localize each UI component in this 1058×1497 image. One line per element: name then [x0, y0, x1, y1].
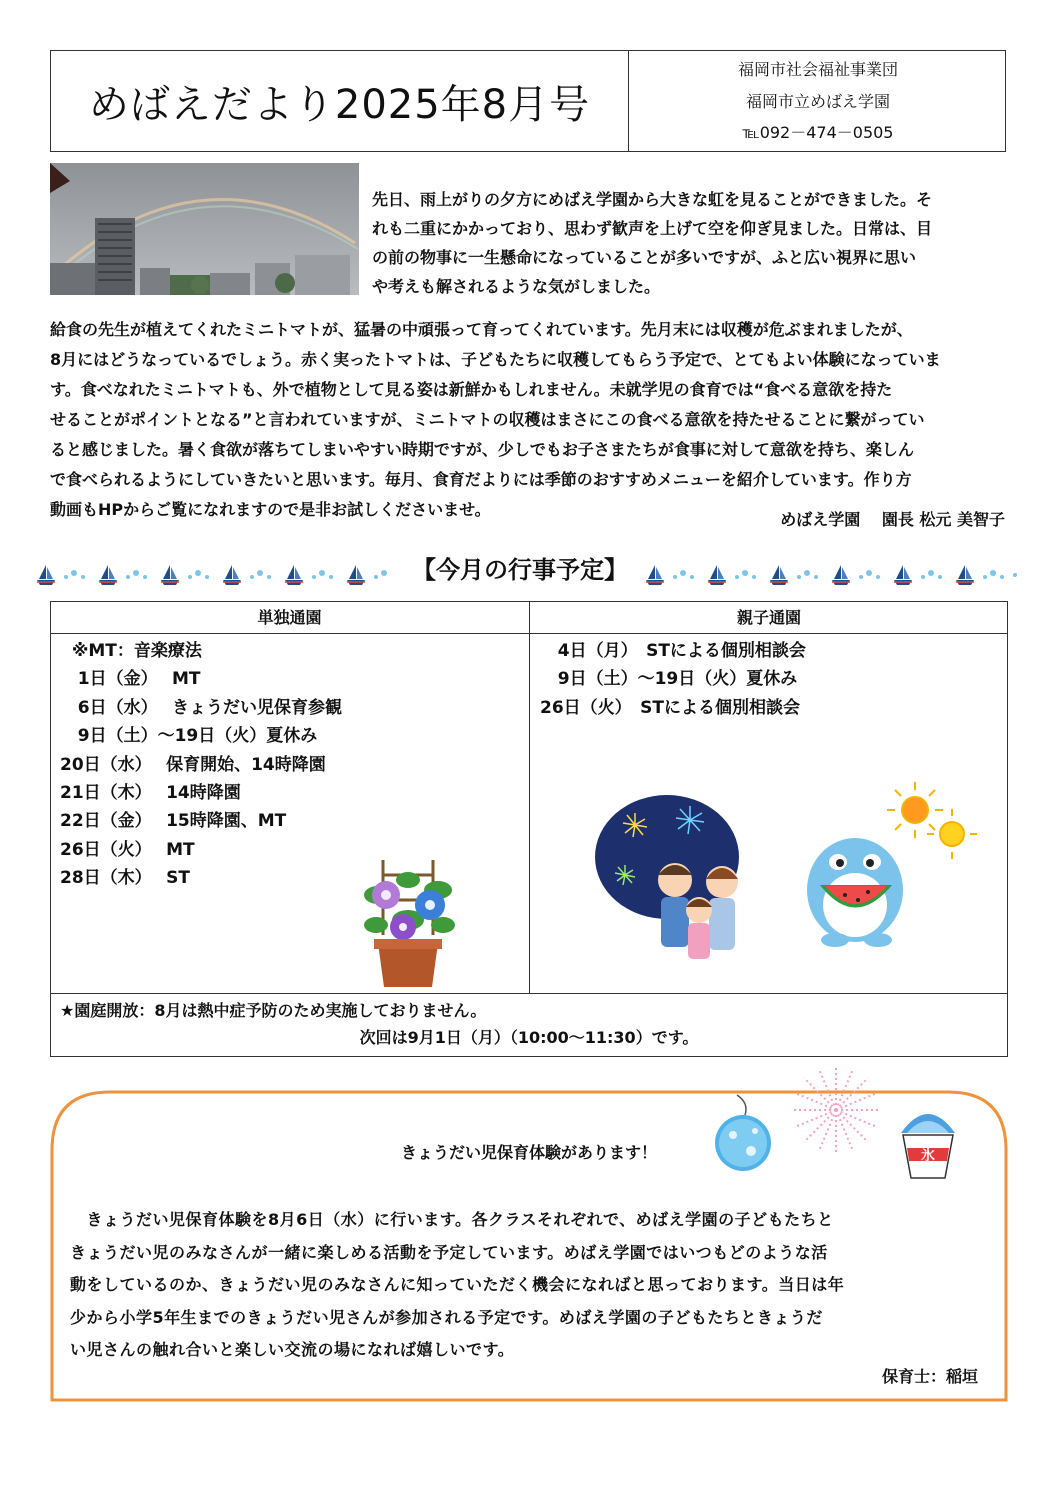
event-item: 6日（水） きょうだい児保育参観	[60, 697, 343, 718]
penguin-watermelon-illustration	[800, 780, 980, 954]
rainbow-photo	[50, 163, 359, 295]
intro-line: や考えも解されるような気がしました。	[372, 277, 661, 296]
garden-open-note: ★園庭開放：8月は熱中症予防のため実施しておりません。	[60, 1001, 487, 1020]
intro-line: 8月にはどうなっているでしょう。赤く実ったトマトは、子どもたちに収穫してもらう予定で、とてもよい体験になっていま	[50, 350, 941, 369]
table-divider	[50, 993, 1008, 994]
parent-child-events-list	[540, 637, 806, 722]
org-line-1: 福岡市社会福祉事業団	[737, 60, 898, 79]
event-item: 26日（火） MT	[60, 839, 195, 860]
event-item: 9日（土）～19日（火）夏休み	[540, 669, 798, 690]
header-divider	[628, 50, 629, 152]
body-line: い児さんの触れ合いと楽しい交流の場になれば嬉しいです。	[70, 1340, 515, 1359]
intro-line: 給食の先生が植えてくれたミニトマトが、猛暑の中頑張って育ってくれています。先月末には収穫が危ぶまれましたが、	[50, 320, 913, 339]
body-line: 動をしているのか、きょうだい児のみなさんに知っていただく機会になればと思っております。当日は年	[70, 1275, 845, 1294]
shaved-ice-label: 氷	[921, 1148, 935, 1164]
event-item: 22日（金） 15時降園、MT	[60, 811, 287, 832]
intro-paragraph-bottom	[50, 315, 1008, 525]
event-item: 20日（水） 保育開始、14時降園	[60, 754, 326, 775]
principal-signature: めばえ学園 園長 松元 美智子	[780, 510, 1005, 529]
body-line: きょうだい児保育体験を8月6日（水）に行います。各クラスそれぞれで、めばえ学園の子どもたちと	[70, 1210, 834, 1229]
intro-line: す。食べなれたミニトマトも、外で植物として見る姿は新鮮かもしれません。未就学児の食育では“食べる意欲を持た	[50, 380, 893, 399]
intro-line: 動画もHPからご覧になれますので是非お試しくださいませ。	[50, 500, 491, 519]
sibling-care-title: きょうだい児保育体験があります！	[400, 1143, 657, 1162]
newsletter-title: めばえだより2025年8月号	[88, 81, 591, 128]
fireworks-family-illustration	[595, 795, 765, 969]
wind-chime-icon	[707, 1093, 782, 1182]
intro-line: で食べられるようにしていきたいと思います。毎月、食育だよりには季節のおすすめメニューを紹介しています。作り方	[50, 470, 912, 489]
event-item: ※MT：音楽療法	[60, 641, 202, 661]
event-item: 4日（月） STによる個別相談会	[540, 641, 806, 661]
intro-line: 先日、雨上がりの夕方にめばえ学園から大きな虹を見ることができました。そ	[372, 190, 933, 209]
event-item: 26日（火） STによる個別相談会	[540, 697, 800, 718]
events-heading: 【今月の行事予定】	[412, 556, 628, 584]
table-divider	[529, 601, 530, 994]
event-item: 28日（木） ST	[60, 868, 190, 889]
boat-decoration-left	[36, 563, 396, 587]
sibling-care-body	[70, 1204, 982, 1367]
event-item: 1日（金） MT	[60, 669, 201, 690]
event-item: 9日（土）～19日（火）夏休み	[60, 726, 318, 747]
body-line: きょうだい児のみなさんが一緒に楽しめる活動を予定しています。めばえ学園ではいつもどのような活	[70, 1242, 828, 1262]
org-line-2: 福岡市立めばえ学園	[745, 92, 890, 111]
column-header-solo: 単独通園	[257, 608, 322, 627]
boat-decoration-right	[645, 563, 1025, 587]
morning-glory-illustration	[358, 855, 458, 994]
intro-line: ると感じました。暑く食欲が落ちてしまいやすい時期ですが、少しでもお子さまたちが食事に対して意欲を持ち、楽しん	[50, 440, 914, 459]
body-line: 少から小学5年生までのきょうだい児さんが参加される予定です。めばえ学園の子どもたちときょうだ	[70, 1307, 823, 1327]
intro-paragraph-top	[372, 185, 1008, 301]
intro-line: の前の物事に一生懸命になっていることが多いですが、ふと広い視界に思い	[372, 248, 917, 267]
intro-line: せることがポイントとなる”と言われていますが、ミニトマトの収穫はまさにこの食べる意欲を持たせることに繋がってい	[50, 410, 925, 429]
column-header-parent-child: 親子通園	[736, 608, 801, 627]
solo-events-list	[60, 637, 342, 893]
org-phone: ℡092－474－0505	[742, 123, 894, 142]
next-open-note: 次回は9月1日（月）（10:00～11:30）です。	[359, 1028, 699, 1047]
event-item: 21日（木） 14時降園	[60, 783, 241, 804]
intro-line: れも二重にかかっており、思わず歓声を上げて空を仰ぎ見ました。日常は、目	[372, 219, 933, 238]
caregiver-signature: 保育士：稲垣	[881, 1367, 978, 1386]
